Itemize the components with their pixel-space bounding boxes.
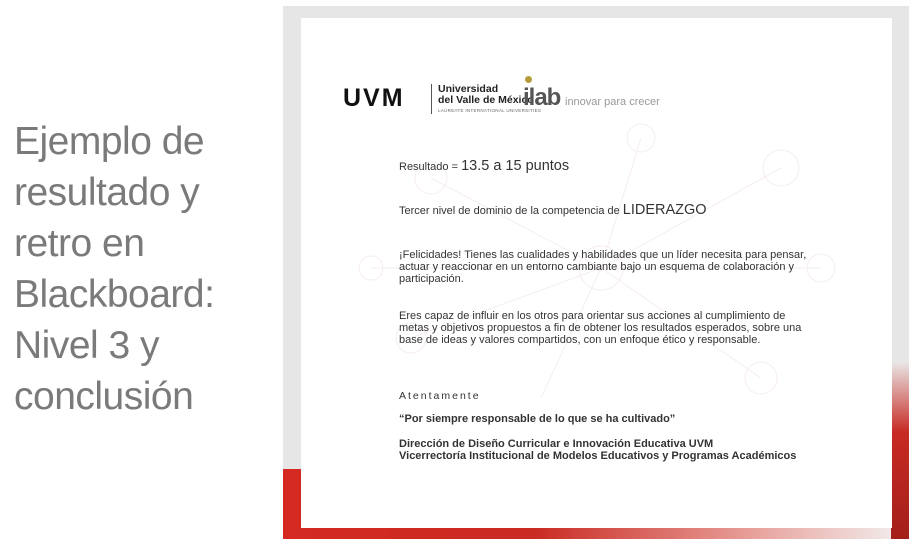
uvm-subtitle: LAUREATE INTERNATIONAL UNIVERSITIES <box>438 108 542 113</box>
feedback-paragraph-2: Eres capaz de influir en los otros para orientar sus acciones al cumplimiento de metas y objetivos propuestos a fin de obtener los resultados esperados, sobre una base de ideas y valores compartidos, con un enfoque ético y responsable. <box>399 310 802 346</box>
result-line <box>399 158 569 174</box>
result-value: 13.5 a 15 puntos <box>461 158 570 174</box>
ilab-logo <box>523 74 683 118</box>
result-label: Resultado = <box>399 161 462 173</box>
ilab-wordmark: ilab <box>523 84 561 111</box>
level-label: Tercer nivel de dominio de la competencia de <box>399 205 623 217</box>
document-frame <box>283 6 909 539</box>
competency-name: LIDERAZGO <box>622 202 707 218</box>
level-line <box>399 202 707 218</box>
red-accent-right <box>891 361 909 539</box>
result-card <box>301 18 892 528</box>
logo-divider <box>431 84 432 114</box>
uvm-name <box>438 84 534 106</box>
uvm-name-line1: Universidad <box>438 83 499 95</box>
uvm-name-line2: del Valle de México <box>438 94 534 106</box>
ilab-tagline: innovar para crecer <box>565 96 660 108</box>
ilab-dot-icon <box>525 76 532 83</box>
feedback-paragraph-1: ¡Felicidades! Tienes las cualidades y habilidades que un líder necesita para pensar, actuar y reaccionar en un entorno cambiante bajo un esquema de colaboración y participación. <box>399 249 807 285</box>
slide-title: Ejemplo de resultado y retro en Blackboard: Nivel 3 y conclusión <box>14 120 215 418</box>
uvm-logo: UVM <box>343 84 405 112</box>
motto-text: “Por siempre responsable de lo que se ha cultivado” <box>399 413 676 425</box>
logo-bar <box>343 74 673 118</box>
signature-line-2: Vicerrectoría Institucional de Modelos Educativos y Programas Académicos <box>399 450 797 462</box>
closing-text: Atentamente <box>399 390 481 402</box>
signature-line-1: Dirección de Diseño Curricular e Innovación Educativa UVM <box>399 438 714 450</box>
